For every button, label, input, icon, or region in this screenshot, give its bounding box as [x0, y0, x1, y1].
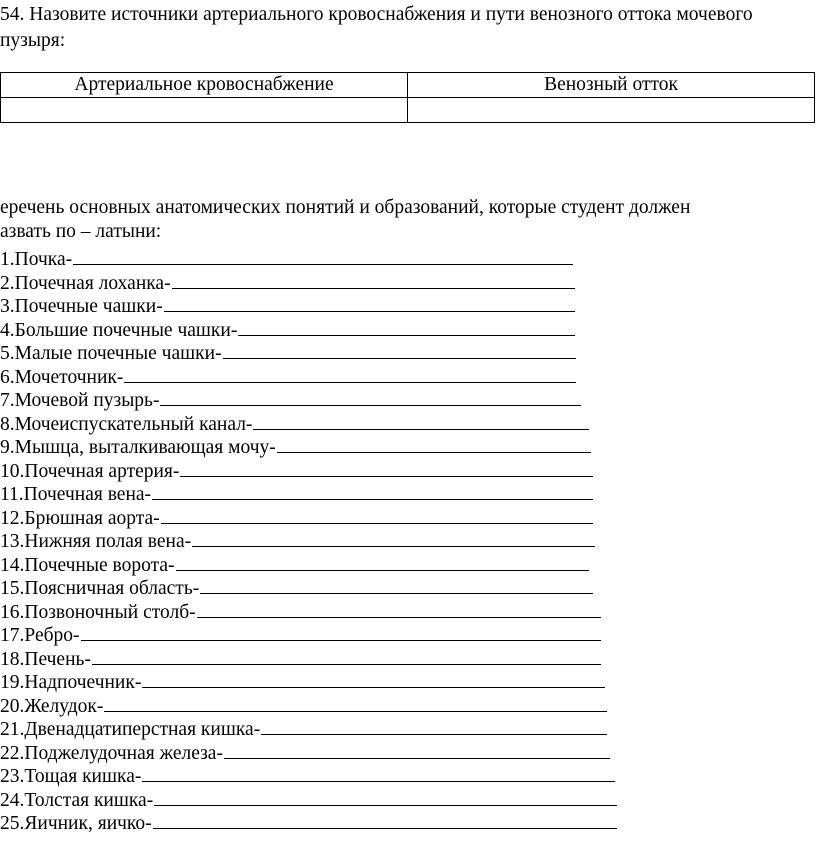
term-label: 4.Большие почечные чашки- [0, 319, 238, 341]
answer-blank-line[interactable] [192, 529, 595, 547]
list-item [0, 764, 617, 788]
term-label: 14.Почечные ворота- [0, 554, 175, 576]
answer-blank-line[interactable] [161, 506, 593, 524]
answer-blank-line[interactable] [200, 576, 593, 594]
term-label: 1.Почка- [0, 249, 73, 270]
list-item [0, 435, 617, 459]
list-item [0, 600, 617, 624]
answer-blank-line[interactable] [180, 459, 593, 477]
answer-blank-line[interactable] [73, 247, 573, 265]
list-item [0, 318, 617, 342]
term-label: 3.Почечные чашки- [0, 296, 163, 317]
list-item [0, 271, 617, 295]
term-label: 9.Мышца, выталкивающая мочу- [0, 437, 276, 458]
term-label: 2.Почечная лоханка- [0, 272, 171, 294]
list-item [0, 459, 617, 483]
answer-blank-line[interactable] [164, 294, 575, 312]
list-item [0, 365, 617, 389]
term-label: 8.Мочеиспускательный канал- [0, 413, 253, 435]
term-label: 19.Надпочечник- [0, 672, 142, 693]
list-item [0, 623, 617, 647]
answer-blank-line[interactable] [142, 670, 605, 688]
list-item [0, 647, 617, 671]
answer-cell-venous[interactable] [408, 98, 815, 123]
term-label: 11.Почечная вена- [0, 484, 152, 505]
table-header-row [1, 73, 815, 98]
answer-blank-line[interactable] [172, 271, 575, 289]
answer-cell-arterial[interactable] [1, 98, 408, 123]
question-text [0, 2, 816, 54]
answer-blank-line[interactable] [238, 318, 575, 336]
question-line-2: пузыря: [0, 30, 66, 51]
term-label: 5.Малые почечные чашки- [0, 343, 222, 364]
answer-blank-line[interactable] [223, 341, 576, 359]
term-label: 23.Тощая кишка- [0, 766, 142, 787]
list-item [0, 717, 617, 741]
list-item [0, 412, 617, 436]
answer-blank-line[interactable] [154, 788, 617, 806]
section-intro [0, 196, 816, 244]
term-label: 20.Желудок- [0, 695, 104, 717]
term-label: 17.Ребро- [0, 625, 80, 646]
term-label: 25.Яичник, яичко- [0, 813, 152, 834]
term-label: 16.Позвоночный столб- [0, 601, 196, 623]
header-venous-outflow: Венозный отток [408, 73, 815, 98]
section-intro-line-2: азвать по – латыни: [0, 221, 162, 242]
answer-blank-line[interactable] [81, 623, 601, 641]
list-item [0, 670, 617, 694]
term-label: 21.Двенадцатиперстная кишка- [0, 719, 261, 740]
term-label: 6.Мочеточник- [0, 366, 124, 388]
answer-blank-line[interactable] [160, 388, 581, 406]
list-item [0, 388, 617, 412]
list-item [0, 506, 617, 530]
list-item [0, 294, 617, 318]
list-item [0, 482, 617, 506]
list-item [0, 741, 617, 765]
term-label: 22.Поджелудочная железа- [0, 742, 223, 764]
answer-blank-line[interactable] [142, 764, 615, 782]
answer-blank-line[interactable] [176, 553, 589, 571]
answer-blank-line[interactable] [277, 435, 591, 453]
term-label: 18.Печень- [0, 648, 91, 670]
list-item [0, 529, 617, 553]
answer-blank-line[interactable] [92, 647, 601, 665]
answer-blank-line[interactable] [253, 412, 589, 430]
list-item [0, 811, 617, 835]
list-item [0, 341, 617, 365]
term-label: 24.Толстая кишка- [0, 789, 154, 811]
list-item [0, 788, 617, 812]
list-item [0, 553, 617, 577]
list-item [0, 576, 617, 600]
term-label: 15.Поясничная область- [0, 578, 200, 599]
question-line-1: 54. Назовите источники артериального кровоснабжения и пути венозного оттока мочевого [0, 4, 753, 25]
header-arterial-supply: Артериальное кровоснабжение [1, 73, 408, 98]
term-label: 7.Мочевой пузырь- [0, 390, 160, 411]
answer-blank-line[interactable] [152, 482, 593, 500]
list-item [0, 694, 617, 718]
term-list [0, 247, 617, 835]
table-row [1, 98, 815, 123]
list-item [0, 247, 617, 271]
answer-blank-line[interactable] [124, 365, 576, 383]
answer-blank-line[interactable] [104, 694, 607, 712]
answer-blank-line[interactable] [224, 741, 610, 759]
term-label: 12.Брюшная аорта- [0, 507, 160, 529]
answer-table [0, 72, 815, 123]
answer-blank-line[interactable] [153, 811, 617, 829]
answer-blank-line[interactable] [197, 600, 601, 618]
section-intro-line-1: еречень основных анатомических понятий и образований, которые студент должен [0, 197, 691, 218]
term-label: 13.Нижняя полая вена- [0, 531, 192, 552]
answer-blank-line[interactable] [261, 717, 607, 735]
term-label: 10.Почечная артерия- [0, 460, 180, 482]
